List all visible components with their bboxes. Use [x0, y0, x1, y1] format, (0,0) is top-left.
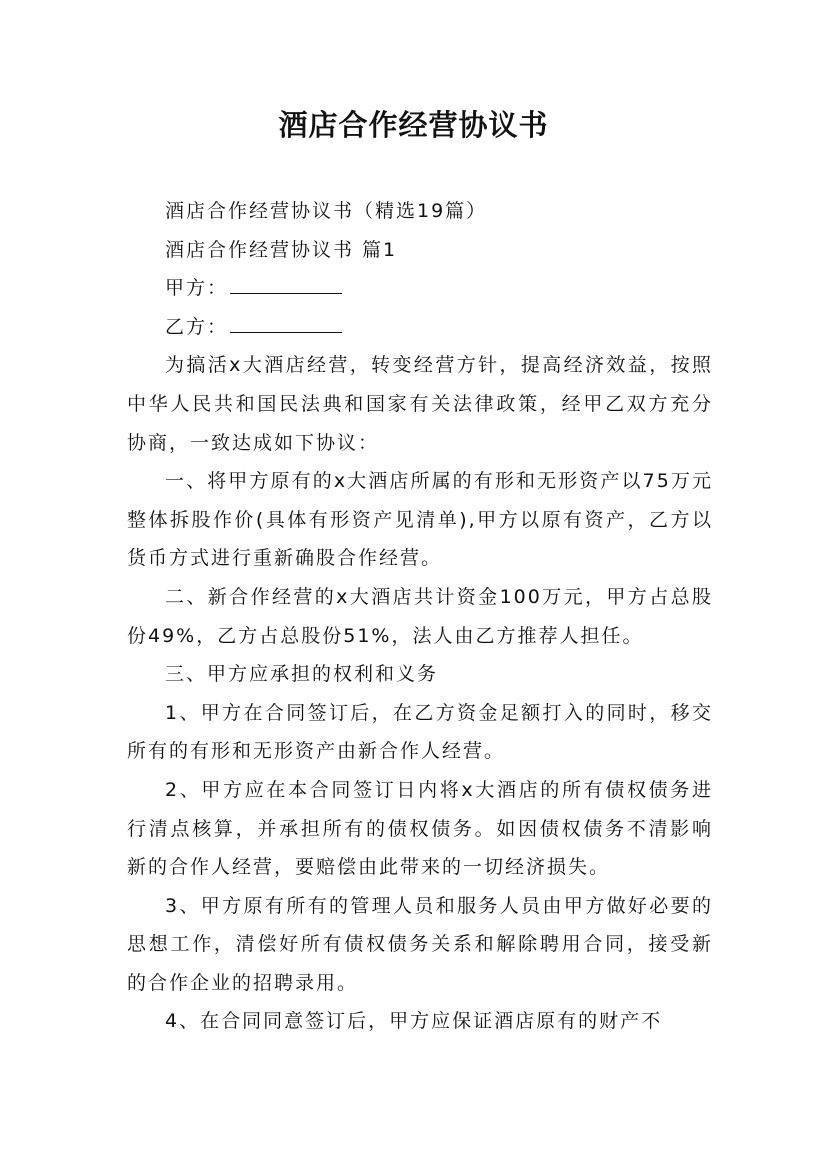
document-title: 酒店合作经营协议书 — [278, 108, 549, 142]
paragraph-clause-3-heading: 三、甲方应承担的权利和义务 — [165, 663, 439, 686]
party-b-label: 乙方： — [165, 315, 229, 338]
section-heading: 酒店合作经营协议书 篇1 — [165, 238, 398, 261]
paragraph-clause-2: 二、新合作经营的x大酒店共计资金100万元，甲方占总股份49%，乙方占总股份51%，法人由乙方推荐人担任。 — [127, 585, 713, 647]
party-a-line — [127, 269, 713, 308]
party-a-label: 甲方： — [165, 277, 229, 300]
document-subtitle: 酒店合作经营协议书（精选19篇） — [165, 200, 488, 222]
party-b-line — [127, 308, 713, 347]
paragraph-intro: 为搞活x大酒店经营，转变经营方针，提高经济效益，按照中华人民共和国民法典和国家有关法律政策，经甲乙双方充分协商，一致达成如下协议： — [127, 354, 713, 454]
paragraph-item-3: 3、甲方原有所有的管理人员和服务人员由甲方做好必要的思想工作，清偿好所有债权债务关系和解除聘用合同，接受新的合作企业的招聘录用。 — [127, 894, 713, 994]
paragraph-item-4: 4、在合同同意签订后，甲方应保证酒店原有的财产不 — [165, 1010, 663, 1033]
paragraph-item-1: 1、甲方在合同签订后，在乙方资金足额打入的同时，移交所有的有形和无形资产由新合作人经营。 — [127, 701, 713, 763]
party-a-blank — [230, 273, 342, 294]
paragraph-clause-1: 一、将甲方原有的x大酒店所属的有形和无形资产以75万元整体拆股作价(具体有形资产见清单),甲方以原有资产，乙方以货币方式进行重新确股合作经营。 — [127, 470, 713, 570]
document-body — [127, 192, 713, 1041]
party-b-blank — [230, 312, 342, 333]
paragraph-item-2: 2、甲方应在本合同签订日内将x大酒店的所有债权债务进行清点核算，并承担所有的债权债务。如因债权债务不清影响新的合作人经营，要赔偿由此带来的一切经济损失。 — [127, 778, 713, 879]
